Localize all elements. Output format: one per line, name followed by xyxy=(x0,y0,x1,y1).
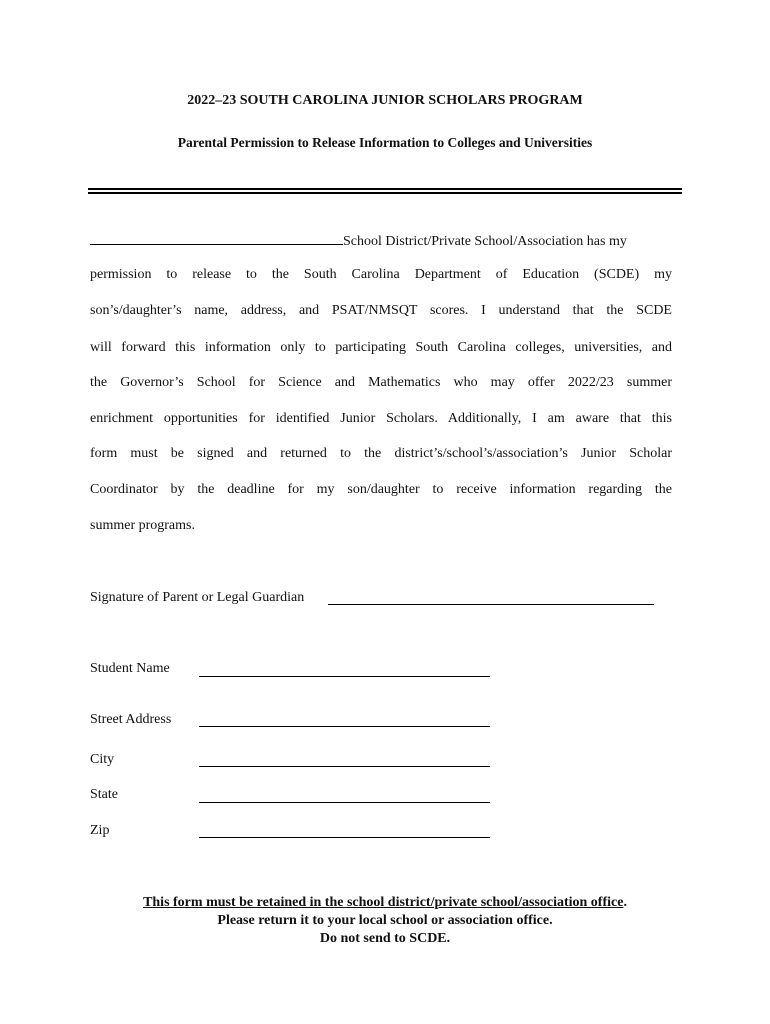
divider-rule-top xyxy=(88,188,682,190)
divider-rule-bottom xyxy=(88,192,682,194)
footer-do-not-send: Do not send to SCDE. xyxy=(319,931,451,946)
footer-retain-notice xyxy=(0,895,770,911)
city-label: City xyxy=(90,752,115,767)
form-subtitle: Parental Permission to Release Information to Colleges and Universities xyxy=(177,135,593,150)
student-name-field[interactable] xyxy=(199,676,490,677)
body-line-1: School District/Private School/Association has my xyxy=(343,234,627,249)
form-title: 2022–23 SOUTH CAROLINA JUNIOR SCHOLARS PROGRAM xyxy=(187,93,583,108)
footer-retain-text: This form must be retained in the school district/private school/association office xyxy=(143,895,624,910)
state-field[interactable] xyxy=(199,802,490,803)
body-line-7: form must be signed and returned to the district’s/school’s/association’s Junior Scholar xyxy=(90,446,672,461)
body-line-4: will forward this information only to participating South Carolina colleges, universities, and xyxy=(90,340,672,355)
body-line-2: permission to release to the South Carolina Department of Education (SCDE) my xyxy=(90,267,672,282)
signature-field[interactable] xyxy=(328,604,654,605)
state-label: State xyxy=(90,787,118,802)
body-line-8: Coordinator by the deadline for my son/daughter to receive information regarding the xyxy=(90,482,672,497)
body-line-9: summer programs. xyxy=(90,518,195,533)
zip-label: Zip xyxy=(90,823,110,838)
body-line-3: son’s/daughter’s name, address, and PSAT/NMSQT scores. I understand that the SCDE xyxy=(90,303,672,318)
city-field[interactable] xyxy=(199,766,490,767)
footer-return-notice: Please return it to your local school or association office. xyxy=(217,913,553,928)
footer-retain-period: . xyxy=(623,895,627,910)
school-name-blank[interactable] xyxy=(90,232,343,245)
zip-field[interactable] xyxy=(199,837,490,838)
signature-label: Signature of Parent or Legal Guardian xyxy=(90,590,305,605)
street-address-field[interactable] xyxy=(199,726,490,727)
school-blank-line xyxy=(90,232,627,250)
street-address-label: Street Address xyxy=(90,712,172,727)
body-line-6: enrichment opportunities for identified Junior Scholars. Additionally, I am aware that this xyxy=(90,411,672,426)
body-line-5: the Governor’s School for Science and Mathematics who may offer 2022/23 summer xyxy=(90,375,672,390)
student-name-label: Student Name xyxy=(90,661,170,676)
